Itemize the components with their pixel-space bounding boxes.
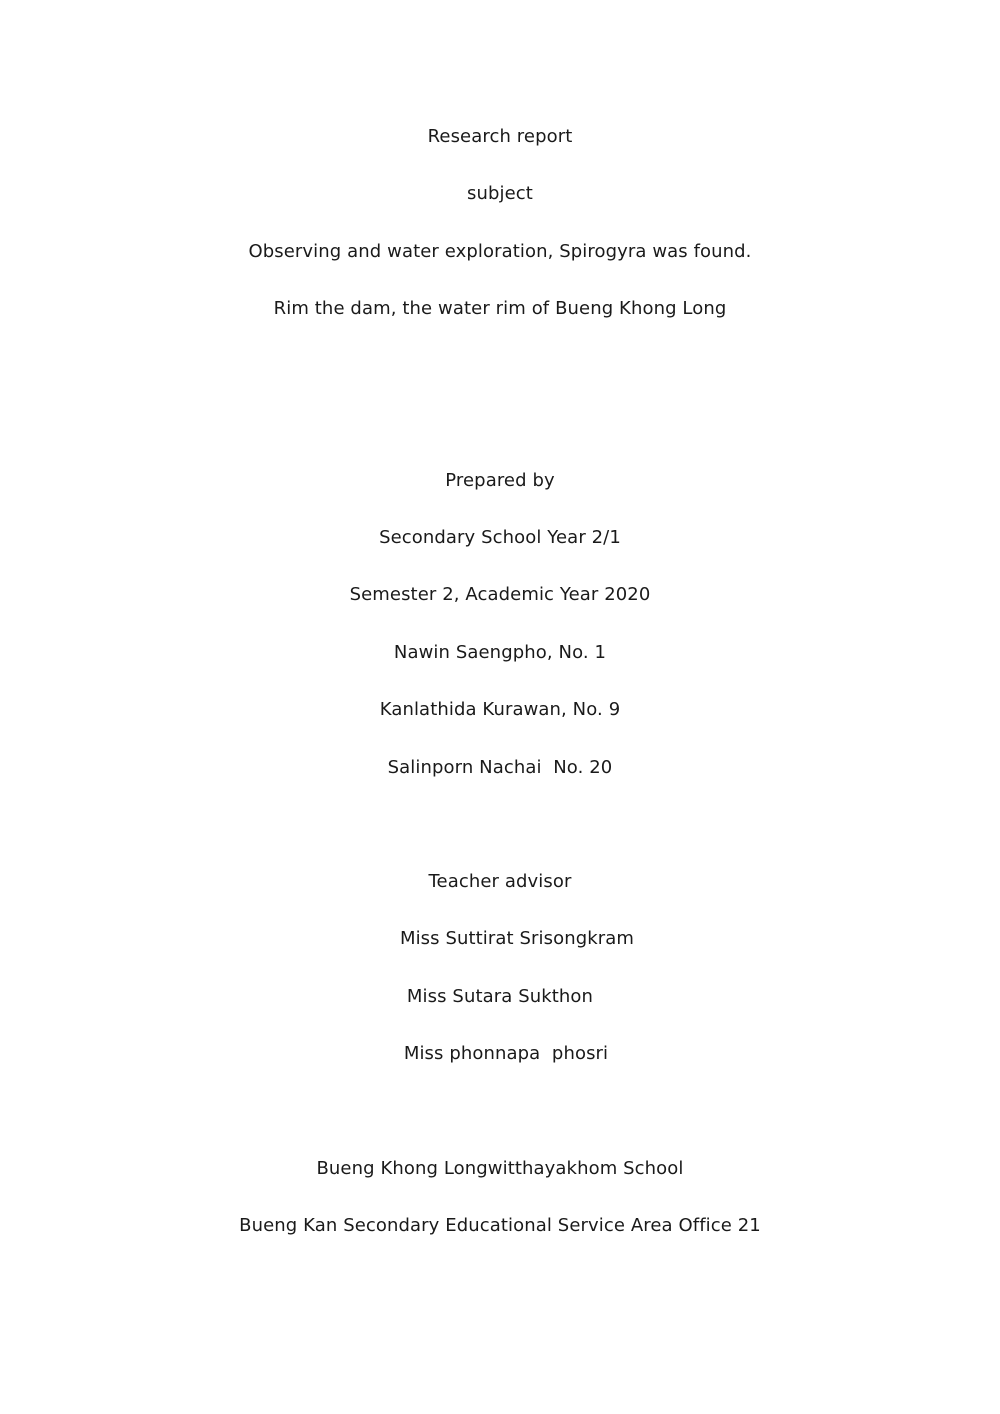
prepared-by-heading: Prepared by [445,470,555,491]
semester: Semester 2, Academic Year 2020 [349,584,651,605]
advisor-name: Miss Suttirat Srisongkram [399,928,635,949]
teacher-advisor-heading: Teacher advisor [428,871,572,892]
office-name: Bueng Kan Secondary Educational Service Area Office 21 [239,1215,761,1236]
topic-line-1: Observing and water exploration, Spirogyra was found. [248,241,752,262]
student-name: Salinporn Nachai No. 20 [387,757,613,778]
report-label: Research report [427,126,573,147]
student-name: Kanlathida Kurawan, No. 9 [379,699,621,720]
class-level: Secondary School Year 2/1 [379,527,621,548]
subject-label: subject [467,183,533,204]
school-name: Bueng Khong Longwitthayakhom School [316,1158,684,1179]
topic-line-2: Rim the dam, the water rim of Bueng Khong Long [273,298,727,319]
advisor-name: Miss phonnapa phosri [403,1043,609,1064]
student-name: Nawin Saengpho, No. 1 [393,642,607,663]
advisor-name: Miss Sutara Sukthon [406,986,594,1007]
